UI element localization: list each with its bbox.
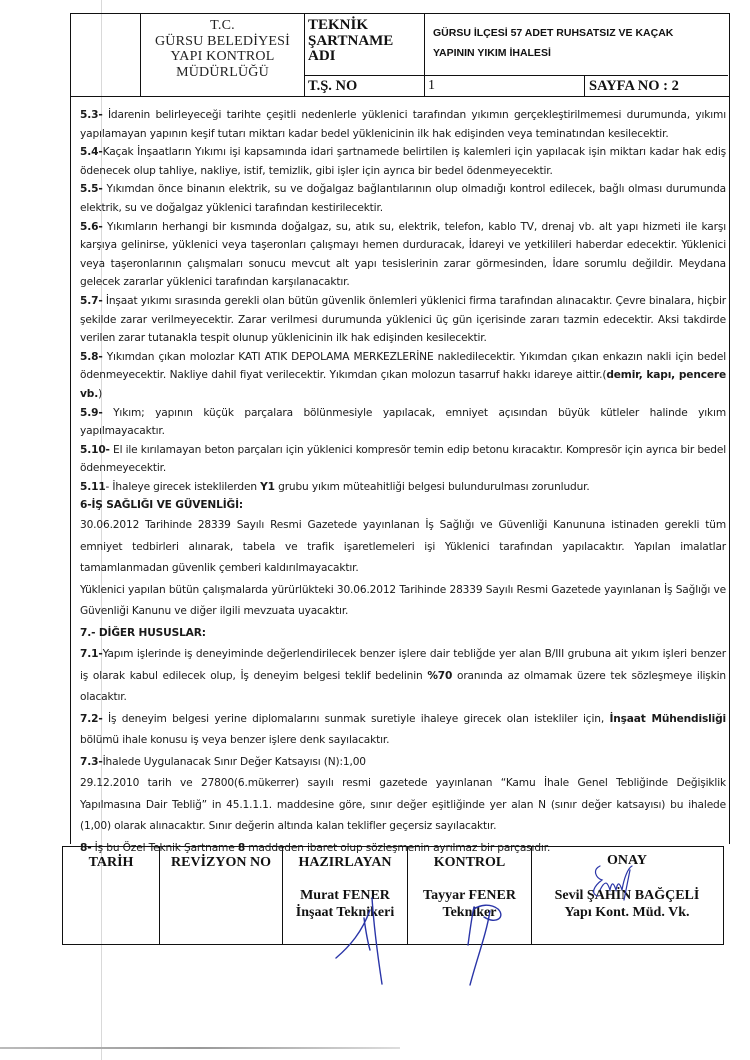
clause-text: Yıkımdan önce binanın elektrik, su ve doğalgaz bağlantılarının olup olmadığı kontrol edilecek, bağlı olması durumunda elektrik, su ve doğalgaz yüklenici tarafından kestirilecektir. [80, 183, 726, 214]
clause-7-3-paragraph: 29.12.2010 tarih ve 27800(6.mükerrer) sayılı resmi gazetede yayınlanan “Kamu İhale Genel Tebliğinde Değişiklik Yapılmasına Dair Tebliğ” in 45.1.1.1. maddesine göre, sınır değer eşitliğinde yer alan N (sınır değer katsayısı) bu ihalede (1,00) olarak alınacaktır. Sınır değerin altında kalan teklifler geçersiz sayılacaktır. [80, 777, 726, 833]
approval-name: Sevil ŞAHİN BAĞÇELİ [554, 888, 700, 903]
control-name: Tayyar FENER [423, 888, 516, 903]
scan-bottom-line [0, 1047, 400, 1049]
organization-cell [141, 14, 305, 96]
document-header-table [70, 13, 730, 97]
logo-cell [71, 14, 141, 96]
spec-title-line: GÜRSU İLÇESİ 57 ADET RUHSATSIZ VE KAÇAK [433, 27, 674, 39]
org-line: T.C. [210, 18, 235, 33]
control-title: Tekniker [442, 905, 497, 920]
clause-text: maddeden ibaret olup sözleşmenin ayrılmaz bir parçasıdır. [245, 841, 551, 854]
approval-title: Yapı Kont. Müd. Vk. [564, 905, 690, 920]
document-content [80, 106, 726, 859]
clause-5-9 [80, 404, 726, 441]
control-label: KONTROL [433, 855, 506, 870]
clause-text: İş deneyim belgesi yerine diplomalarını sunmak suretiyle ihaleye girecek olan istekliler için, [102, 712, 610, 725]
clause-text: Yıkımların herhangi bir kısmında doğalgaz, su, atık su, elektrik, telefon, kablo TV, drenaj vb. alt yapı hizmeti ile karşı karşıya gelinirse, yüklenici veya taşeronları çalışmayı hemen durduracak, İdareyi ve yetkilileri haberdar edecektir. Yüklenici veya taşeronlarının çalışmaları sonucu mevcut alt yapı tesislerinin zarar görmesinden, İdare sorumlu değildir. Meydana gelecek zararlar yüklenici tarafından karşılanacaktır. [80, 220, 726, 289]
clause-emphasis: demir, kapı, pencere vb. [80, 369, 726, 400]
clause-text: oranında az olmamak üzere tek sözleşmeye ilişkin olacaktır. [80, 669, 726, 704]
clause-5-11 [80, 478, 726, 497]
clause-text: İş bu Özel Teknik Şartname [91, 841, 238, 854]
approval-column [532, 847, 722, 944]
org-line: GÜRSU BELEDİYESİ [154, 33, 291, 49]
clause-7-3 [80, 752, 726, 774]
approval-label: ONAY [607, 853, 647, 868]
clause-5-3 [80, 106, 726, 143]
ts-no-label: T.Ş. NO [305, 76, 425, 96]
spec-label-line: TEKNİK [308, 17, 369, 33]
clause-5-8 [80, 348, 726, 404]
clause-text: - İhaleye girecek isteklilerden [105, 480, 261, 493]
date-label: TARİH [88, 855, 134, 870]
clause-number: 7.1- [80, 648, 103, 661]
clause-number: 5.4- [80, 146, 103, 159]
clause-5-5 [80, 180, 726, 217]
prepared-by-label: HAZIRLAYAN [298, 855, 392, 870]
clause-number: 5.5- [80, 183, 103, 196]
approval-table [62, 846, 724, 945]
clause-7-1 [80, 644, 726, 709]
clause-number: 5.7- [80, 294, 103, 307]
clause-text: bölümü ihale konusu iş veya benzer işlere denk sayılacaktır. [80, 734, 390, 747]
section-6-paragraph-1: 30.06.2012 Tarihinde 28339 Sayılı Resmi Gazetede yayınlanan İş Sağlığı ve Güvenliği Kanununa istinaden gerekli tüm emniyet tedbirleri alınarak, tabela ve trafik işaretlemeleri işi Yüklenici tarafından yapılacaktır. Yapılan imalatlar tamamlanmadan güvenlik çemberi kaldırılmayacaktır. [80, 519, 726, 575]
clause-text: El ile kırılamayan beton parçaları için yüklenici kompresör temin edip betonu kıracaktır. Kompresör için ayrıca bir bedel ödenmeyecektir. [80, 443, 726, 475]
clause-emphasis: %70 [427, 669, 453, 682]
control-column [408, 847, 532, 944]
clause-number: 5.11 [80, 480, 106, 493]
clause-number: 8- [80, 841, 92, 854]
spec-name-label [305, 14, 425, 76]
prepared-by-title: İnşaat Teknikeri [295, 905, 395, 920]
clause-number: 5.3- [80, 109, 103, 121]
clause-7-2 [80, 709, 726, 752]
clause-number: 5.8- [80, 350, 103, 363]
ts-no-value: 1 [425, 76, 585, 96]
revision-column [160, 847, 283, 944]
spec-label-line: ADI [308, 48, 336, 64]
revision-label: REVİZYON NO [171, 855, 271, 870]
clause-number: 5.6- [80, 220, 103, 233]
page-number: SAYFA NO : 2 [589, 78, 679, 94]
clause-5-6 [80, 218, 726, 292]
clause-text: grubu yıkım müteahitliği belgesi bulundurulması zorunludur. [274, 480, 590, 493]
clause-emphasis: 8 [237, 841, 246, 854]
section-6-paragraph-2: Yüklenici yapılan bütün çalışmalarda yürürlükteki 30.06.2012 Tarihinde 28339 Sayılı Resmi Gazetede yayınlanan İş Sağlığı ve Güvenliği Kanunu ve diğer ilgili mevzuata uyacaktır. [80, 583, 726, 618]
clause-emphasis: İnşaat Mühendisliği [609, 712, 726, 725]
section-6-title: 6-İŞ SAĞLIĞI VE GÜVENLİĞİ: [80, 499, 243, 512]
clause-text: Kaçak İnşaatların Yıkımı işi kapsamında idari şartnamede belirtilen iş kalemleri için yapılacak işin miktarı kadar hak ediş ödenecek olup tahliye, nakliye, istif, temizlik, gibi işler için ayrıca bir bedel ödenmeyecektir. [80, 146, 726, 177]
clause-text: ) [98, 387, 103, 400]
clause-text: İhalede Uygulanacak Sınır Değer Katsayısı (N):1,00 [102, 755, 366, 768]
clause-5-10 [80, 441, 726, 478]
clause-number: 5.10- [80, 443, 110, 456]
clause-emphasis: Y1 [260, 480, 275, 493]
section-7-title: 7.- DİĞER HUSUSLAR: [80, 626, 206, 639]
spec-title [425, 14, 728, 76]
date-column [63, 847, 160, 944]
clause-5-7 [80, 292, 726, 348]
clause-number: 7.3- [80, 755, 103, 768]
clause-text: Yapım işlerinde iş deneyiminde değerlendirilecek benzer işlere dair tebliğde yer alan B/III grubuna ait yıkım işleri benzer iş olarak kabul edilecek olup, İş deneyim belgesi teklif bedelinin [80, 648, 726, 682]
clause-text: Yıkım; yapının küçük parçalara bölünmesiyle yapılacak, emniyet açısından büyük kütleler halinde yıkım yapılmayacaktır. [80, 406, 726, 438]
clause-number: 5.9- [80, 406, 103, 419]
clause-number: 7.2- [80, 712, 103, 725]
spec-title-line: YAPININ YIKIM İHALESİ [433, 47, 551, 59]
clause-text: İdarenin belirleyeceği tarihte çeşitli nedenlerle yüklenici tarafından yıkımın gerçekleştirilmemesi durumunda, yıkımı yapılamayan yapının keşif tutarı miktarı kadar bedel yüklenicinin ilk hak edişinden veya teminatından kesilecektir. [80, 109, 726, 140]
org-line: MÜDÜRLÜĞÜ [176, 64, 269, 80]
clause-text: İnşaat yıkımı sırasında gerekli olan bütün güvenlik önlemleri yüklenici firma tarafından alınacaktır. Çevre binalara, hiçbir şekilde zarar verilmeyecektir. Zarar verilmesi durumunda yüklenici üç gün içerisinde zararı tazmin edecektir. Aksi takdirde verilen zarar tutanakla tespit olunup yüklenicinin ilk hak edişinden kesilecektir. [80, 294, 726, 345]
prepared-by-name: Murat FENER [300, 888, 390, 903]
clause-5-4 [80, 143, 726, 180]
spec-label-line: ŞARTNAME [308, 32, 394, 49]
prepared-by-column [283, 847, 408, 944]
org-line: YAPI KONTROL [170, 49, 275, 64]
clause-text: Yıkımdan çıkan molozlar KATI ATIK DEPOLAMA MERKEZLERİNE nakledilecektir. Yıkımdan çıkan enkazın nakli için bedel ödenmeyecektir. Nakliye dahil fiyat verilecektir. Yıkımdan çıkan molozun tasarruf hakkı idareye aittir.( [80, 350, 726, 382]
